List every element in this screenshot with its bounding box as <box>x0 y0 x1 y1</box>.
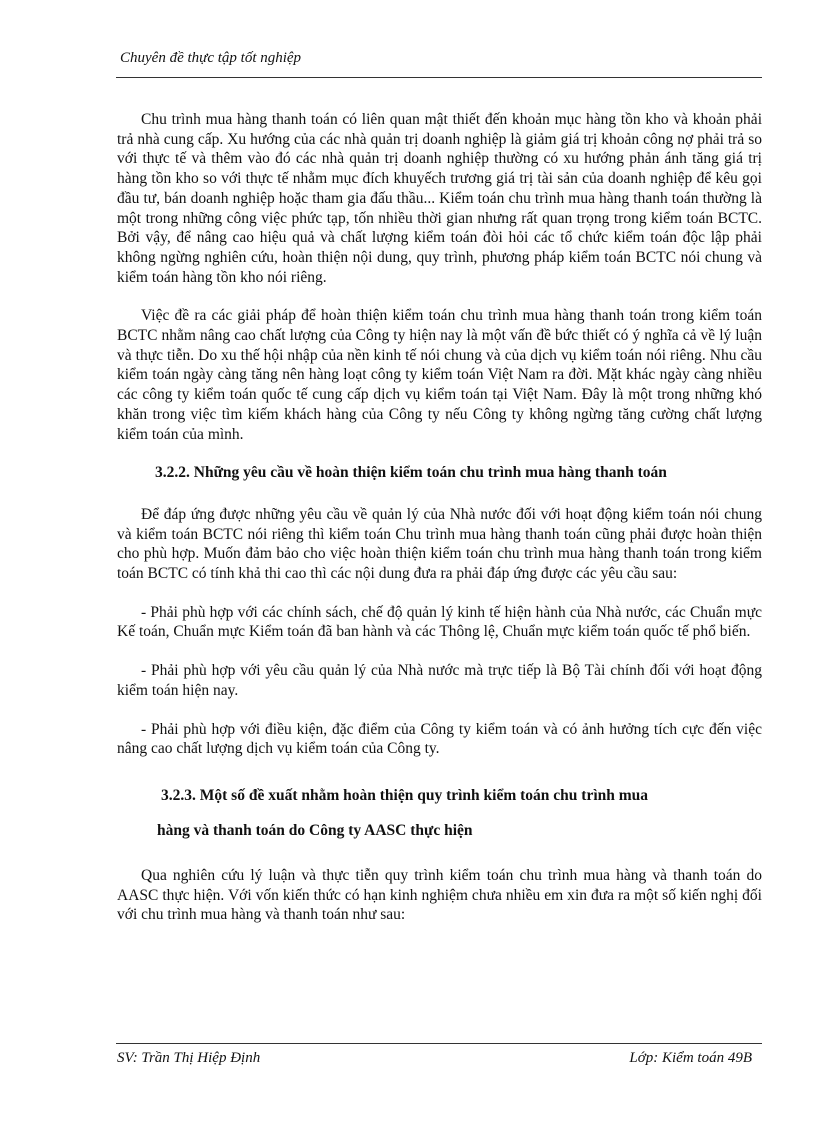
section-heading-3-2-3-line-2: hàng và thanh toán do Công ty AASC thực hiện <box>157 821 473 839</box>
paragraph-recommendations: Qua nghiên cứu lý luận và thực tiễn quy trình kiểm toán chu trình mua hàng và thanh toán do AASC thực hiện. Với vốn kiến thức có hạn kinh nghiệm chưa nhiều em xin đưa ra một số kiến nghị đối với chu trình mua hàng và thanh toán như sau: <box>117 866 762 924</box>
paragraph-solutions: Việc đề ra các giải pháp để hoàn thiện kiểm toán chu trình mua hàng thanh toán trong kiểm toán BCTC nhằm nâng cao chất lượng của Công ty hiện nay là một vấn đề bức thiết có ý nghĩa cả về lý luận và thực tiễn. Do xu thế hội nhập của nền kinh tế nói chung và của dịch vụ kiểm toán nói riêng. Nhu cầu kiểm toán ngày càng tăng nên hàng loạt công ty kiểm toán Việt Nam ra đời. Mặt khác ngày càng nhiều các công ty kiểm toán quốc tế cung cấp dịch vụ kiểm toán tại Việt Nam. Đây là một trong những khó khăn trong việc tìm kiếm khách hàng của Công ty nếu Công ty không ngừng tăng cường chất lượng kiểm toán của mình. <box>117 307 762 443</box>
section-heading-3-2-2: 3.2.2. Những yêu cầu về hoàn thiện kiểm toán chu trình mua hàng thanh toán <box>155 464 667 482</box>
section-heading-3-2-3-line-1: 3.2.3. Một số đề xuất nhằm hoàn thiện quy trình kiểm toán chu trình mua <box>161 786 649 804</box>
paragraph-requirements: Để đáp ứng được những yêu cầu về quản lý của Nhà nước đối với hoạt động kiểm toán nói chung và kiểm toán BCTC nói riêng thì kiểm toán Chu trình mua hàng thanh toán cũng phải được hoàn thiện cho phù hợp. Muốn đảm bảo cho việc hoàn thiện kiểm toán chu trình mua hàng thanh toán trong kiểm toán BCTC có tính khả thi cao thì các nội dung đưa ra phải đáp ứng được các yêu cầu sau: <box>117 505 762 583</box>
section-heading-3-2-3 <box>117 778 762 848</box>
requirement-item-3: - Phải phù hợp với điều kiện, đặc điểm của Công ty kiểm toán và có ảnh hưởng tích cực đến việc nâng cao chất lượng dịch vụ kiểm toán của Công ty. <box>117 720 762 758</box>
footer-divider <box>116 1043 762 1044</box>
requirement-item-1: - Phải phù hợp với các chính sách, chế độ quản lý kinh tế hiện hành của Nhà nước, các Chuẩn mực Kế toán, Chuẩn mực Kiểm toán đã ban hành và các Thông lệ, Chuẩn mực kiểm toán quốc tế phổ biến. <box>117 603 762 641</box>
paragraph-intro: Chu trình mua hàng thanh toán có liên quan mật thiết đến khoản mục hàng tồn kho và khoản phải trả nhà cung cấp. Xu hướng của các nhà quản trị doanh nghiệp là giảm giá trị khoản công nợ phải trả so với thực tế và thêm vào đó các nhà quản trị doanh nghiệp thường có xu hướng phản ánh tăng giá trị hàng tồn kho so với thực tế nhằm mục đích khuyếch trương giá trị tài sản của doanh nghiệp để kêu gọi đầu tư, bán doanh nghiệp hoặc tham gia đấu thầu... Kiểm toán chu trình mua hàng thanh toán thường là một trong những công việc phức tạp, tốn nhiều thời gian nhưng rất quan trọng trong kiểm toán BCTC. Bởi vậy, để nâng cao hiệu quả và chất lượng kiểm toán đòi hỏi các tổ chức kiểm toán độc lập phải không ngừng nghiên cứu, hoàn thiện nội dung, quy trình, phương pháp kiểm toán BCTC nói chung và kiểm toán hàng tồn kho nói riêng. <box>117 111 762 286</box>
document-body <box>117 110 762 944</box>
footer-class: Lớp: Kiểm toán 49B <box>629 1050 752 1066</box>
header-divider <box>116 77 762 78</box>
footer-student-name: SV: Trần Thị Hiệp Định <box>117 1050 261 1066</box>
running-header: Chuyên đề thực tập tốt nghiệp <box>120 50 302 66</box>
requirement-item-2: - Phải phù hợp với yêu cầu quản lý của Nhà nước mà trực tiếp là Bộ Tài chính đối với hoạt động kiểm toán hiện nay. <box>117 662 762 699</box>
